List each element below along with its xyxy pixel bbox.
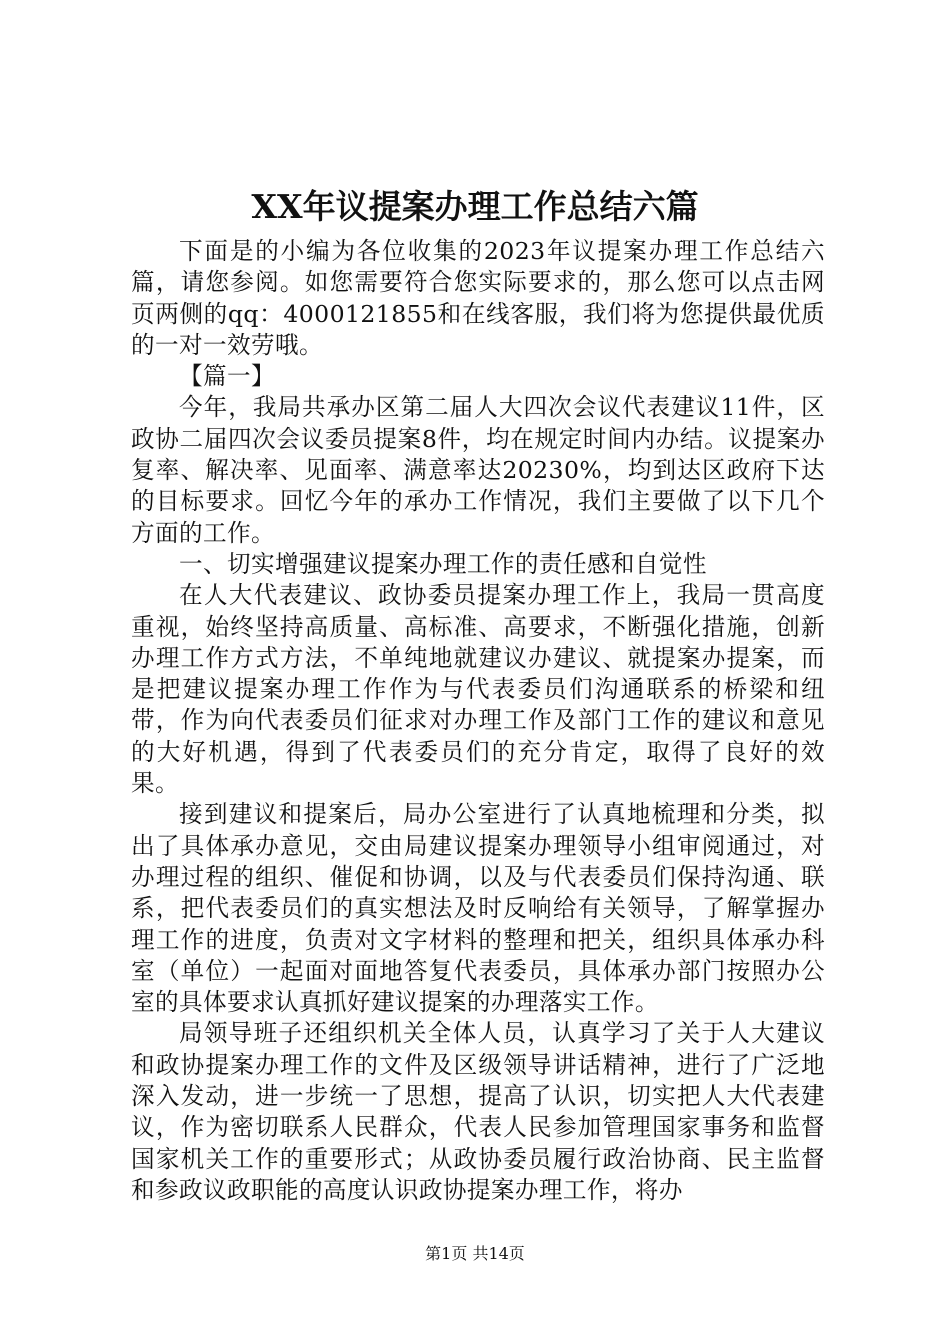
body-paragraph: 在人大代表建议、政协委员提案办理工作上，我局一贯高度重视，始终坚持高质量、高标准、高要求，不断强化措施，创新办理工作方式方法，不单纯地就建议办建议、就提案办提案，而是把建议提案办理工作作为与代表委员们沟通联系的桥梁和纽带，作为向代表委员们征求对办理工作及部门工作的建议和意见的大好机遇，得到了代表委员们的充分肯定，取得了良好的效果。 — [131, 581, 825, 798]
section-heading-part-one: 【篇一】 — [179, 362, 275, 391]
body-paragraph: 接到建议和提案后，局办公室进行了认真地梳理和分类，拟出了具体承办意见，交由局建议提案办理领导小组审阅通过，对办理过程的组织、催促和协调，以及与代表委员们保持沟通、联系，把代表委员们的真实想法及时反响给有关领导，了解掌握办理工作的进度，负责对文字材料的整理和把关，组织具体承办科室（单位）一起面对面地答复代表委员，具体承办部门按照办公室的具体要求认真抓好建议提案的办理落实工作。 — [131, 800, 825, 1017]
page-number: 第1页 共14页 — [425, 1244, 525, 1263]
document-body — [131, 236, 825, 1206]
intro-paragraph: 下面是的小编为各位收集的2023年议提案办理工作总结六篇，请您参阅。如您需要符合您实际要求的，那么您可以点击网页两侧的qq：4000121855和在线客服，我们将为您提供最优质的一对一效劳哦。 — [131, 237, 825, 359]
page-footer — [0, 1242, 950, 1266]
body-paragraph: 局领导班子还组织机关全体人员，认真学习了关于人大建议和政协提案办理工作的文件及区级领导讲话精神，进行了广泛地深入发动，进一步统一了思想，提高了认识，切实把人大代表建议，作为密切联系人民群众，代表人民参加管理国家事务和监督国家机关工作的重要形式；从政协委员履行政治协商、民主监督和参政议政职能的高度认识政协提案办理工作，将办 — [131, 1019, 825, 1204]
body-paragraph: 今年，我局共承办区第二届人大四次会议代表建议11件，区政协二届四次会议委员提案8件，均在规定时间内办结。议提案办复率、解决率、见面率、满意率达20230%，均到达区政府下达的目标要求。回忆今年的承办工作情况，我们主要做了以下几个方面的工作。 — [131, 393, 825, 547]
section-heading: 一、切实增强建议提案办理工作的责任感和自觉性 — [179, 549, 707, 578]
document-title: XX年议提案办理工作总结六篇 — [251, 187, 699, 226]
